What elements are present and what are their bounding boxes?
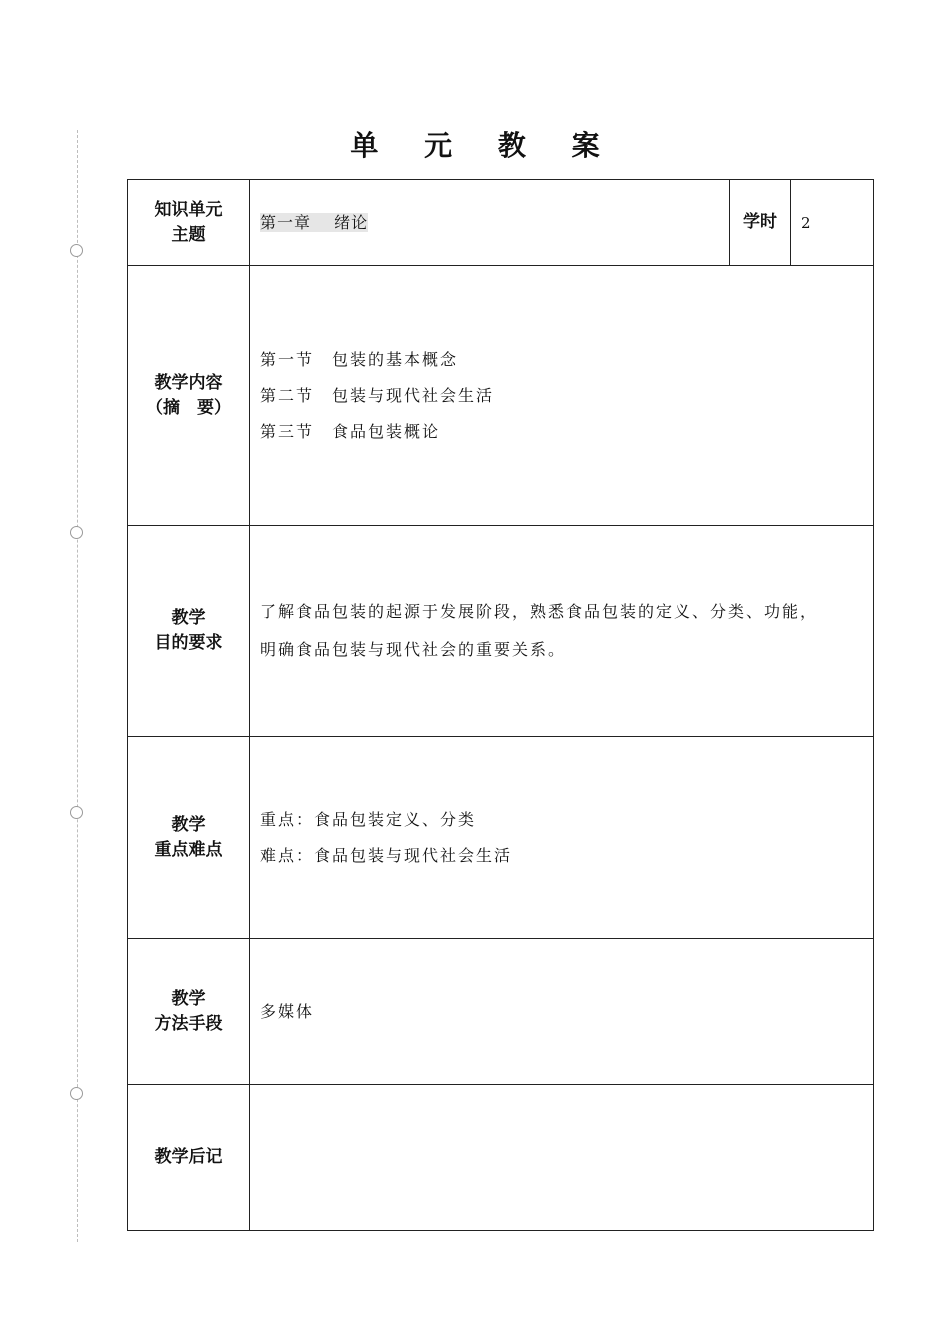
- key-points-row: [128, 737, 874, 939]
- hours-label: 学时: [730, 180, 791, 266]
- summary-line: 第三节 食品包装概论: [260, 421, 441, 441]
- label-line: 知识单元: [154, 199, 223, 220]
- objectives-row: [128, 526, 874, 737]
- label-line: 重点难点: [154, 839, 223, 860]
- label-line: 教学内容: [154, 372, 223, 393]
- notes-label: [128, 1085, 250, 1231]
- summary-line: 第二节 包装与现代社会生活: [260, 385, 495, 405]
- topic-value: [250, 180, 730, 266]
- notes-content: [250, 1085, 874, 1231]
- objective-line: 明确食品包装与现代社会的重要关系。: [260, 640, 567, 659]
- topic-row: [128, 180, 874, 266]
- summary-line: 第一节 包装的基本概念: [260, 349, 459, 369]
- key-point-line: 重点：食品包装定义、分类: [260, 809, 477, 829]
- label-line: 教学: [171, 988, 206, 1009]
- summary-content: [250, 266, 874, 526]
- label-line: 教学后记: [154, 1147, 223, 1167]
- notes-row: [128, 1085, 874, 1231]
- binding-hole-icon: [70, 1087, 83, 1100]
- binding-hole-icon: [70, 244, 83, 257]
- label-line: 教学: [171, 814, 206, 835]
- objectives-label: [128, 526, 250, 737]
- lesson-plan-table: [127, 179, 874, 1231]
- hours-value: 2: [791, 180, 874, 266]
- objectives-content: [250, 526, 874, 737]
- binding-hole-icon: [70, 526, 83, 539]
- objective-line: 了解食品包装的起源于发展阶段，熟悉食品包装的定义、分类、功能，: [260, 602, 819, 621]
- label-line: 教学: [171, 608, 206, 628]
- key-points-content: [250, 737, 874, 939]
- page-title: 单 元 教 案: [350, 129, 618, 162]
- label-line: 方法手段: [154, 1013, 223, 1034]
- key-points-label: [128, 737, 250, 939]
- label-line: 目的要求: [154, 633, 223, 653]
- label-line: 主题: [171, 224, 206, 245]
- summary-label: [128, 266, 250, 526]
- difficult-point-line: 难点：食品包装与现代社会生活: [260, 845, 513, 865]
- binding-hole-icon: [70, 806, 83, 819]
- topic-label: [128, 180, 250, 266]
- summary-row: [128, 266, 874, 526]
- methods-row: [128, 939, 874, 1085]
- methods-label: [128, 939, 250, 1085]
- label-line: （摘 要）: [146, 397, 231, 418]
- methods-content: 多媒体: [250, 939, 874, 1085]
- chapter-title: 第一章 绪论: [260, 212, 369, 232]
- binding-guide-line: [77, 130, 78, 1242]
